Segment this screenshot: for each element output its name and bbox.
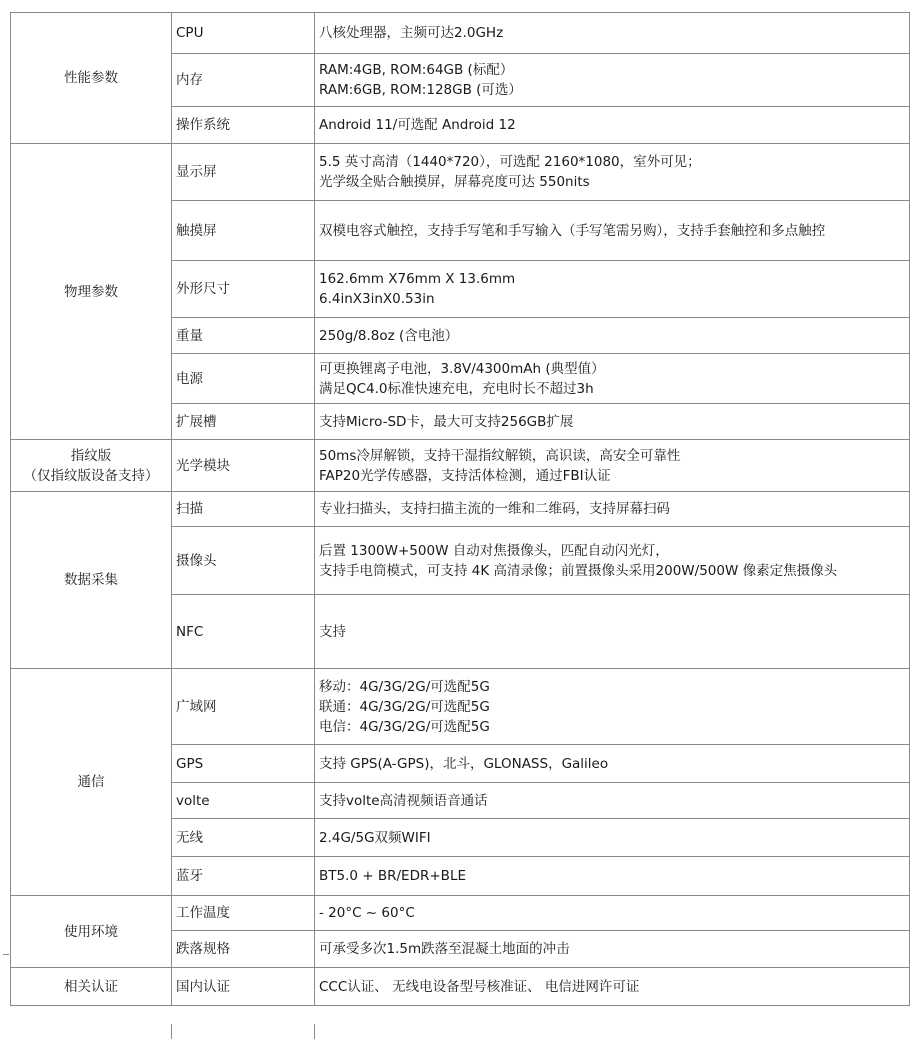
spec-table-body: [11, 13, 910, 1006]
table-row: [11, 144, 910, 201]
param-value-line: 支持volte高清视频语音通话: [319, 792, 488, 809]
param-value-line: 后置 1300W+500W 自动对焦摄像头，匹配自动闪光灯，: [319, 542, 669, 559]
param-value: [315, 13, 910, 54]
param-value: [315, 669, 910, 745]
category-cell: [11, 896, 172, 968]
param-value: [315, 745, 910, 783]
param-value: [315, 54, 910, 107]
param-name: 扩展槽: [172, 404, 315, 440]
param-value-line: CCC认证、 无线电设备型号核准证、 电信进网许可证: [319, 978, 640, 995]
table-row: [11, 896, 910, 931]
param-name: NFC: [172, 595, 315, 669]
category-label: 物理参数: [64, 283, 118, 300]
param-name: 重量: [172, 318, 315, 354]
param-value-line: 支持: [319, 623, 346, 640]
tail-line: [171, 1024, 172, 1039]
param-name: 操作系统: [172, 107, 315, 144]
param-value: [315, 107, 910, 144]
table-row: [11, 440, 910, 492]
param-value: [315, 527, 910, 595]
category-label: 相关认证: [64, 978, 118, 995]
category-cell: [11, 13, 172, 144]
param-value-line: - 20°C ~ 60°C: [319, 905, 415, 921]
param-name: 蓝牙: [172, 857, 315, 896]
param-name: 工作温度: [172, 896, 315, 931]
param-value: [315, 440, 910, 492]
param-value: [315, 201, 910, 261]
category-label: 数据采集: [64, 572, 118, 588]
param-value: [315, 896, 910, 931]
param-name: 内存: [172, 54, 315, 107]
param-name: 外形尺寸: [172, 261, 315, 318]
category-cell: [11, 492, 172, 669]
param-value-line: 5.5 英寸高清（1440*720），可选配 2160*1080，室外可见；: [319, 154, 701, 170]
category-label: 指纹版: [70, 447, 112, 464]
param-value-line: 162.6mm X76mm X 13.6mm: [319, 271, 516, 287]
param-name: 电源: [172, 354, 315, 404]
param-value-line: 2.4G/5G双频WIFI: [319, 829, 431, 846]
category-label: 性能参数: [64, 70, 118, 86]
spec-table: [10, 12, 910, 1006]
param-value-line: 6.4inX3inX0.53in: [319, 291, 435, 307]
param-value-line: BT5.0 + BR/EDR+BLE: [319, 868, 466, 884]
param-value: [315, 968, 910, 1006]
param-name: volte: [172, 783, 315, 819]
param-value: [315, 144, 910, 201]
param-value-line: 支持Micro-SD卡，最大可支持256GB扩展: [319, 413, 574, 430]
param-value-line: 电信：4G/3G/2G/可选配5G: [319, 718, 490, 735]
tail-line: [314, 1024, 315, 1039]
param-name: CPU: [172, 13, 315, 54]
param-name: GPS: [172, 745, 315, 783]
param-value-line: 满足QC4.0标准快速充电，充电时长不超过3h: [319, 380, 594, 397]
category-label: 使用环境: [64, 923, 118, 940]
param-value-line: 250g/8.8oz (含电池）: [319, 327, 459, 344]
param-name: 显示屏: [172, 144, 315, 201]
category-label: （仅指纹版设备支持）: [23, 467, 159, 484]
param-value: [315, 404, 910, 440]
table-row: [11, 492, 910, 527]
param-name: 扫描: [172, 492, 315, 527]
param-name: 广域网: [172, 669, 315, 745]
param-value-line: 支持手电筒模式，可支持 4K 高清录像；前置摄像头采用200W/500W 像素定焦摄像头: [319, 562, 838, 579]
param-value-line: 50ms冷屏解锁，支持干湿指纹解锁，高识读，高安全可靠性: [319, 447, 681, 464]
param-value-line: 双模电容式触控，支持手写笔和手写输入（手写笔需另购），支持手套触控和多点触控: [319, 222, 826, 239]
param-value: [315, 595, 910, 669]
param-value-line: Android 11/可选配 Android 12: [319, 117, 516, 133]
param-value: [315, 354, 910, 404]
param-name: 摄像头: [172, 527, 315, 595]
param-name: 光学模块: [172, 440, 315, 492]
margin-tick: [3, 954, 9, 955]
param-value-line: 支持 GPS(A-GPS)，北斗，GLONASS，Galileo: [319, 755, 609, 772]
category-label: 通信: [77, 774, 105, 790]
param-name: 无线: [172, 819, 315, 857]
param-name: 跌落规格: [172, 931, 315, 968]
category-cell: [11, 144, 172, 440]
param-name: 国内认证: [172, 968, 315, 1006]
param-value-line: 可承受多次1.5m跌落至混凝土地面的冲击: [319, 941, 570, 957]
param-value-line: 联通：4G/3G/2G/可选配5G: [319, 698, 490, 715]
table-tail-lines: [10, 1024, 909, 1039]
category-cell: [11, 440, 172, 492]
table-row: [11, 968, 910, 1006]
param-value-line: 专业扫描头，支持扫描主流的一维和二维码，支持屏幕扫码: [319, 501, 670, 517]
param-value: [315, 783, 910, 819]
param-value-line: FAP20光学传感器，支持活体检测，通过FBI认证: [319, 467, 611, 484]
param-value-line: RAM:6GB, ROM:128GB (可选）: [319, 82, 522, 98]
category-cell: [11, 968, 172, 1006]
param-value-line: 八核处理器，主频可达2.0GHz: [319, 25, 504, 41]
param-value: [315, 931, 910, 968]
param-name: 触摸屏: [172, 201, 315, 261]
param-value-line: RAM:4GB, ROM:64GB (标配）: [319, 62, 514, 78]
table-row: [11, 669, 910, 745]
param-value: [315, 819, 910, 857]
param-value: [315, 857, 910, 896]
table-row: [11, 13, 910, 54]
category-cell: [11, 669, 172, 896]
param-value: [315, 318, 910, 354]
param-value-line: 移动：4G/3G/2G/可选配5G: [319, 678, 490, 695]
param-value-line: 可更换锂离子电池，3.8V/4300mAh (典型值）: [319, 360, 605, 377]
param-value: [315, 492, 910, 527]
param-value: [315, 261, 910, 318]
param-value-line: 光学级全贴合触摸屏，屏幕亮度可达 550nits: [319, 174, 590, 190]
